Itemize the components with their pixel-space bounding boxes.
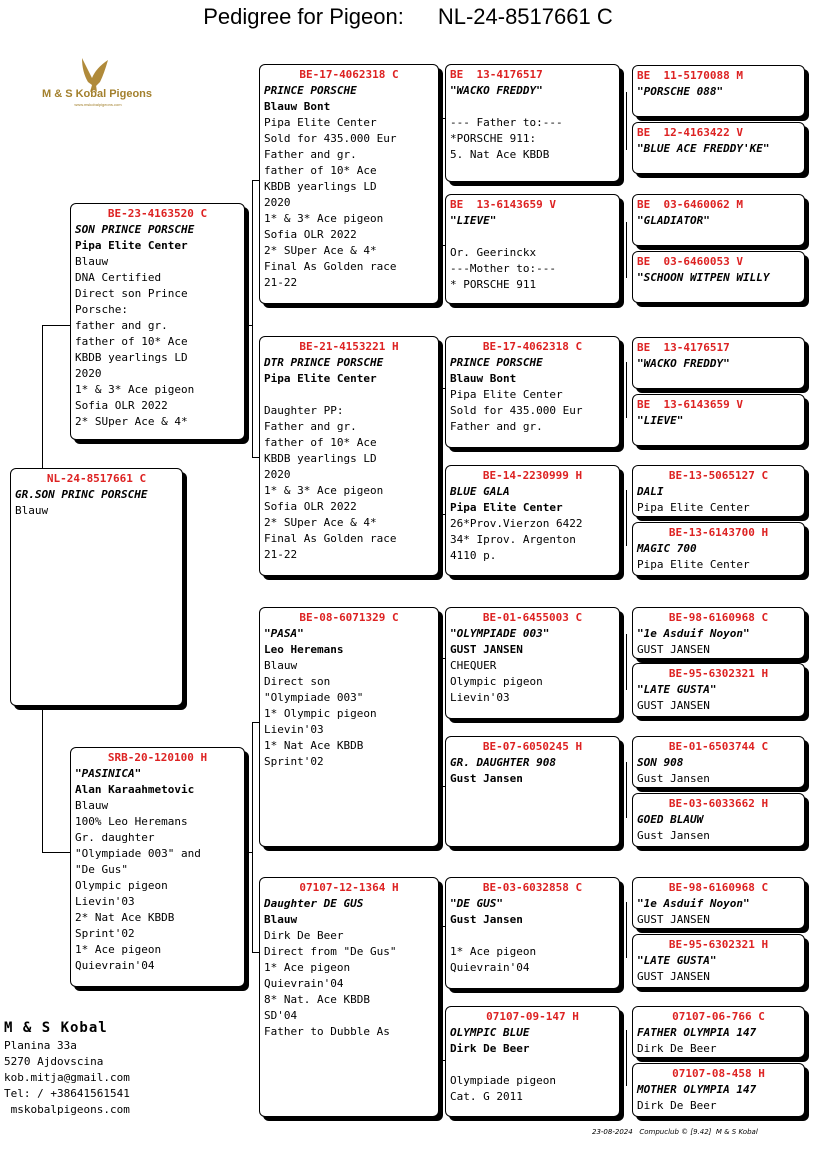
owner-address2: 5270 Ajdovscina: [4, 1055, 104, 1068]
ring-number: BE-13-6143700 H: [668, 526, 769, 539]
pigeon-name: BLUE GALA: [450, 485, 510, 498]
pigeon-name: PRINCE PORSCHE: [264, 84, 357, 97]
sire-card[interactable]: [70, 203, 245, 440]
title-label: Pedigree for Pigeon:: [203, 4, 404, 29]
breeder-name: Dirk De Beer: [450, 1042, 530, 1055]
info-line: *PORSCHE 911:: [450, 132, 537, 145]
breeder-name: GUST JANSEN: [637, 970, 710, 983]
info-line: 1* Olympic pigeon: [264, 707, 377, 720]
info-line: Sofia OLR 2022: [75, 399, 168, 412]
connector: [626, 902, 627, 958]
pigeon-name: "DE GUS": [450, 897, 503, 910]
info-line: ---Mother to:---: [450, 262, 556, 275]
ring-number: BE 13-6143659 V: [450, 198, 556, 211]
gggp-card-14[interactable]: [632, 1006, 805, 1058]
ring-number: BE-21-4153221 H: [299, 340, 399, 353]
pigeon-name: "LATE GUSTA": [637, 683, 717, 696]
ring-number: 07107-08-458 H: [672, 1067, 765, 1080]
owner-website[interactable]: mskobalpigeons.com: [4, 1103, 130, 1116]
info-line: [264, 387, 434, 403]
info-line: Quievrain'04: [264, 977, 344, 990]
info-line: DNA Certified: [75, 271, 162, 284]
info-line: Gr. daughter: [75, 831, 155, 844]
gggp-card-0[interactable]: [632, 65, 805, 117]
info-line: Blauw: [75, 255, 109, 268]
info-line: 2* SUper Ace & 4*: [264, 516, 377, 529]
ggp-sds-card[interactable]: [445, 336, 620, 448]
gggp-card-15[interactable]: [632, 1063, 805, 1117]
info-line: 5. Nat Ace KBDB: [450, 148, 550, 161]
pigeon-name: "SCHOON WITPEN WILLY: [637, 271, 770, 284]
sire-sire-card[interactable]: [259, 64, 439, 304]
ggp-ddd-card[interactable]: [445, 1006, 620, 1117]
info-line: Quievrain'04: [75, 959, 155, 972]
pigeon-name: "WACKO FREDDY": [450, 84, 543, 97]
connector: [626, 362, 627, 418]
pigeon-name: "1e Asduif Noyon": [637, 627, 750, 640]
info-line: * PORSCHE 911: [450, 278, 537, 291]
breeder-name: Gust Jansen: [450, 913, 523, 926]
dam-card[interactable]: [70, 747, 245, 987]
pigeon-name: FATHER OLYMPIA 147: [637, 1026, 757, 1039]
breeder-name: Pipa Elite Center: [450, 501, 563, 514]
breeder-name: GUST JANSEN: [637, 643, 710, 656]
breeder-name: Gust Jansen: [637, 772, 710, 785]
connector: [626, 1030, 627, 1086]
gggp-card-5[interactable]: [632, 394, 805, 446]
info-line: Blauw: [75, 799, 109, 812]
info-line: 21-22: [264, 276, 298, 289]
gggp-card-13[interactable]: [632, 934, 805, 988]
info-line: "De Gus": [75, 863, 128, 876]
owner-address1: Planina 33a: [4, 1039, 77, 1052]
info-line: father and gr.: [75, 319, 168, 332]
ring-number: BE-95-6302321 H: [668, 667, 769, 680]
pigeon-name: "BLUE ACE FREDDY'KE": [637, 142, 770, 155]
pigeon-name: DALI: [637, 485, 664, 498]
ring-number: BE 03-6460053 V: [637, 255, 743, 268]
info-line: Cat. G 2011: [450, 1090, 523, 1103]
connector: [626, 92, 627, 150]
info-line: 2* SUper Ace & 4*: [75, 415, 188, 428]
subject-card[interactable]: [10, 468, 183, 706]
pigeon-name: "LATE GUSTA": [637, 954, 717, 967]
info-line: Direct son: [264, 675, 331, 688]
pigeon-name: GR.SON PRINC PORSCHE: [15, 488, 148, 501]
connector: [245, 325, 253, 326]
info-line: Blauw: [15, 504, 49, 517]
pigeon-name: PRINCE PORSCHE: [450, 356, 543, 369]
info-line: Olympic pigeon: [75, 879, 168, 892]
breeder-name: Pipa Elite Center: [75, 239, 188, 252]
info-line: Pipa Elite Center: [450, 388, 563, 401]
pigeon-name: MOTHER OLYMPIA 147: [637, 1083, 757, 1096]
connector: [439, 388, 440, 514]
breeder-name: Pipa Elite Center: [264, 372, 377, 385]
ggp-dsd-card[interactable]: [445, 736, 620, 847]
pigeon-name: MAGIC 700: [637, 542, 697, 555]
pigeon-name: "GLADIATOR": [637, 214, 710, 227]
gggp-card-11[interactable]: [632, 793, 805, 847]
owner-phone: Tel: / +38641561541: [4, 1087, 130, 1100]
pigeon-name: "PASINICA": [75, 767, 142, 780]
ring-number: BE-95-6302321 H: [668, 938, 769, 951]
info-line: Olympiade pigeon: [450, 1074, 556, 1087]
gggp-card-12[interactable]: [632, 877, 805, 929]
info-line: 1* Ace pigeon: [450, 945, 537, 958]
ring-number: BE 13-4176517: [450, 68, 543, 81]
info-line: Sold for 435.000 Eur: [264, 132, 397, 145]
info-line: Porsche:: [75, 303, 128, 316]
pigeon-name: "LIEVE": [450, 214, 497, 227]
ring-number: 07107-09-147 H: [486, 1010, 579, 1023]
connector: [252, 180, 259, 181]
info-line: 1* & 3* Ace pigeon: [75, 383, 195, 396]
ggp-sss-card[interactable]: [445, 64, 620, 182]
gggp-card-8[interactable]: [632, 607, 805, 659]
ring-number: BE-03-6032858 C: [482, 881, 583, 894]
pigeon-name: Daughter DE GUS: [264, 897, 364, 910]
info-line: [450, 1057, 615, 1073]
connector: [626, 222, 627, 278]
ring-number: BE-08-6071329 C: [299, 611, 399, 624]
connector: [42, 852, 70, 853]
breeder-name: Gust Jansen: [637, 829, 710, 842]
info-line: 2* Nat Ace KBDB: [75, 911, 175, 924]
ring-number: BE-03-6033662 H: [668, 797, 769, 810]
info-line: Sofia OLR 2022: [264, 228, 357, 241]
ring-number: BE-17-4062318 C: [299, 68, 399, 81]
info-line: Lievin'03: [450, 691, 510, 704]
info-line: Father and gr.: [264, 148, 357, 161]
info-line: 8* Nat. Ace KBDB: [264, 993, 370, 1006]
info-line: "Olympiade 003" and: [75, 847, 201, 860]
connector: [252, 457, 259, 458]
gggp-card-1[interactable]: [632, 122, 805, 174]
connector: [252, 722, 259, 723]
info-line: [450, 229, 615, 245]
ggp-ssd-card[interactable]: [445, 194, 620, 304]
ring-number: BE-14-2230999 H: [482, 469, 583, 482]
info-line: Pipa Elite Center: [264, 116, 377, 129]
breeder-name: Pipa Elite Center: [637, 501, 750, 514]
sire-dam-card[interactable]: [259, 336, 439, 576]
connector: [626, 762, 627, 818]
connector: [439, 658, 440, 786]
breeder-name: Gust Jansen: [450, 772, 523, 785]
ring-number: BE-01-6503744 C: [668, 740, 769, 753]
info-line: Sold for 435.000 Eur: [450, 404, 583, 417]
gggp-card-6[interactable]: [632, 465, 805, 517]
info-line: Dirk De Beer: [264, 929, 344, 942]
breeder-name: GUST JANSEN: [637, 699, 710, 712]
connector: [42, 708, 43, 853]
breeder-name: Dirk De Beer: [637, 1042, 717, 1055]
breeder-name: Leo Heremans: [264, 643, 344, 656]
info-line: 2* SUper Ace & 4*: [264, 244, 377, 257]
info-line: 100% Leo Heremans: [75, 815, 188, 828]
info-line: 2020: [264, 196, 291, 209]
breeder-name: GUST JANSEN: [637, 913, 710, 926]
info-line: father of 10* Ace: [264, 164, 377, 177]
connector: [245, 852, 253, 853]
info-line: father of 10* Ace: [75, 335, 188, 348]
title-ring: NL-24-8517661 C: [437, 4, 613, 29]
connector: [252, 180, 253, 457]
logo-text: M & S Kobal Pigeons: [41, 88, 152, 100]
logo-subtitle: www.mskobalpigeons.com: [74, 102, 122, 107]
info-line: Lievin'03: [75, 895, 135, 908]
ring-number: BE 12-4163422 V: [637, 126, 743, 139]
info-line: Olympic pigeon: [450, 675, 543, 688]
info-line: KBDB yearlings LD: [75, 351, 188, 364]
info-line: 2020: [75, 367, 102, 380]
info-line: 1* Ace pigeon: [75, 943, 162, 956]
gggp-card-9[interactable]: [632, 663, 805, 717]
owner-email[interactable]: kob.mitja@gmail.com: [4, 1071, 130, 1084]
ring-number: BE-98-6160968 C: [668, 611, 769, 624]
ring-number: BE-01-6455003 C: [482, 611, 583, 624]
pigeon-name: SON PRINCE PORSCHE: [75, 223, 195, 236]
pigeon-name: "PASA": [264, 627, 304, 640]
info-line: Blauw: [264, 659, 298, 672]
pigeon-name: GOED BLAUW: [637, 813, 704, 826]
owner-block: [4, 1018, 130, 1118]
pigeon-name: OLYMPIC BLUE: [450, 1026, 530, 1039]
connector: [626, 490, 627, 546]
ring-number: BE-13-5065127 C: [668, 469, 769, 482]
info-line: KBDB yearlings LD: [264, 180, 377, 193]
pigeon-name: GR. DAUGHTER 908: [450, 756, 556, 769]
info-line: Father and gr.: [264, 420, 357, 433]
connector: [439, 118, 440, 245]
breeder-name: Pipa Elite Center: [637, 558, 750, 571]
breeder-name: Alan Karaahmetovic: [75, 783, 195, 796]
gggp-card-7[interactable]: [632, 522, 805, 576]
breeder-name: Blauw Bont: [450, 372, 517, 385]
gggp-card-2[interactable]: [632, 194, 805, 246]
page-title: [0, 4, 816, 30]
owner-name: M & S Kobal: [4, 1020, 108, 1036]
breeder-name: GUST JANSEN: [450, 643, 523, 656]
info-line: 1* Nat Ace KBDB: [264, 739, 364, 752]
info-line: CHEQUER: [450, 659, 497, 672]
info-line: 21-22: [264, 548, 298, 561]
ggp-dds-card[interactable]: [445, 877, 620, 989]
ring-number: BE 03-6460062 M: [637, 198, 743, 211]
connector: [42, 325, 70, 326]
info-line: Final As Golden race: [264, 260, 397, 273]
pigeon-name: "WACKO FREDDY": [637, 357, 730, 370]
info-line: 1* & 3* Ace pigeon: [264, 212, 384, 225]
pigeon-name: "PORSCHE 088": [637, 85, 724, 98]
ring-number: SRB-20-120100 H: [107, 751, 208, 764]
dam-sire-card[interactable]: [259, 607, 439, 847]
ring-number: BE-17-4062318 C: [482, 340, 583, 353]
info-line: 26*Prov.Vierzon 6422: [450, 517, 583, 530]
info-line: 1* & 3* Ace pigeon: [264, 484, 384, 497]
connector: [252, 952, 259, 953]
info-line: Final As Golden race: [264, 532, 397, 545]
ring-number: NL-24-8517661 C: [46, 472, 147, 485]
info-line: KBDB yearlings LD: [264, 452, 377, 465]
pigeon-name: "LIEVE": [637, 414, 684, 427]
info-line: Father to Dubble As: [264, 1025, 390, 1038]
info-line: [450, 928, 615, 944]
info-line: Father and gr.: [450, 420, 543, 433]
info-line: Direct son Prince: [75, 287, 188, 300]
ring-number: BE 13-6143659 V: [637, 398, 743, 411]
breeder-name: Blauw: [264, 913, 298, 926]
ring-number: BE-07-6050245 H: [482, 740, 583, 753]
info-line: 34* Iprov. Argenton: [450, 533, 576, 546]
info-line: "Olympiade 003": [264, 691, 364, 704]
info-line: Daughter PP:: [264, 404, 344, 417]
ring-number: BE 11-5170088 M: [637, 69, 743, 82]
gggp-card-4[interactable]: [632, 337, 805, 389]
ring-number: 07107-12-1364 H: [299, 881, 399, 894]
info-line: Lievin'03: [264, 723, 324, 736]
info-line: father of 10* Ace: [264, 436, 377, 449]
info-line: [450, 99, 615, 115]
breeder-name: Dirk De Beer: [637, 1099, 717, 1112]
info-line: --- Father to:---: [450, 116, 563, 129]
ring-number: BE-23-4163520 C: [107, 207, 208, 220]
connector: [42, 325, 43, 470]
footer-text: 23-08-2024 Compuclub © [9.42] M & S Kobal: [592, 1128, 758, 1136]
ring-number: 07107-06-766 C: [672, 1010, 765, 1023]
pigeon-name: SON 908: [637, 756, 684, 769]
pigeon-name: "OLYMPIADE 003": [450, 627, 550, 640]
info-line: Sprint'02: [75, 927, 135, 940]
ring-number: BE 13-4176517: [637, 341, 730, 354]
info-line: Direct from "De Gus": [264, 945, 397, 958]
connector: [252, 722, 253, 952]
breeder-name: Blauw Bont: [264, 100, 331, 113]
ggp-sdd-card[interactable]: [445, 465, 620, 576]
info-line: 4110 p.: [450, 549, 497, 562]
gggp-card-10[interactable]: [632, 736, 805, 788]
info-line: Sofia OLR 2022: [264, 500, 357, 513]
info-line: Or. Geerinckx: [450, 246, 537, 259]
dam-dam-card[interactable]: [259, 877, 439, 1117]
info-line: SD'04: [264, 1009, 298, 1022]
connector: [439, 926, 440, 1060]
info-line: 1* Ace pigeon: [264, 961, 351, 974]
pigeon-name: "1e Asduif Noyon": [637, 897, 750, 910]
pigeon-name: DTR PRINCE PORSCHE: [264, 356, 384, 369]
gggp-card-3[interactable]: [632, 251, 805, 303]
info-line: Quievrain'04: [450, 961, 530, 974]
ggp-dss-card[interactable]: [445, 607, 620, 719]
info-line: 2020: [264, 468, 291, 481]
info-line: Sprint'02: [264, 755, 324, 768]
ring-number: BE-98-6160968 C: [668, 881, 769, 894]
connector: [626, 634, 627, 690]
